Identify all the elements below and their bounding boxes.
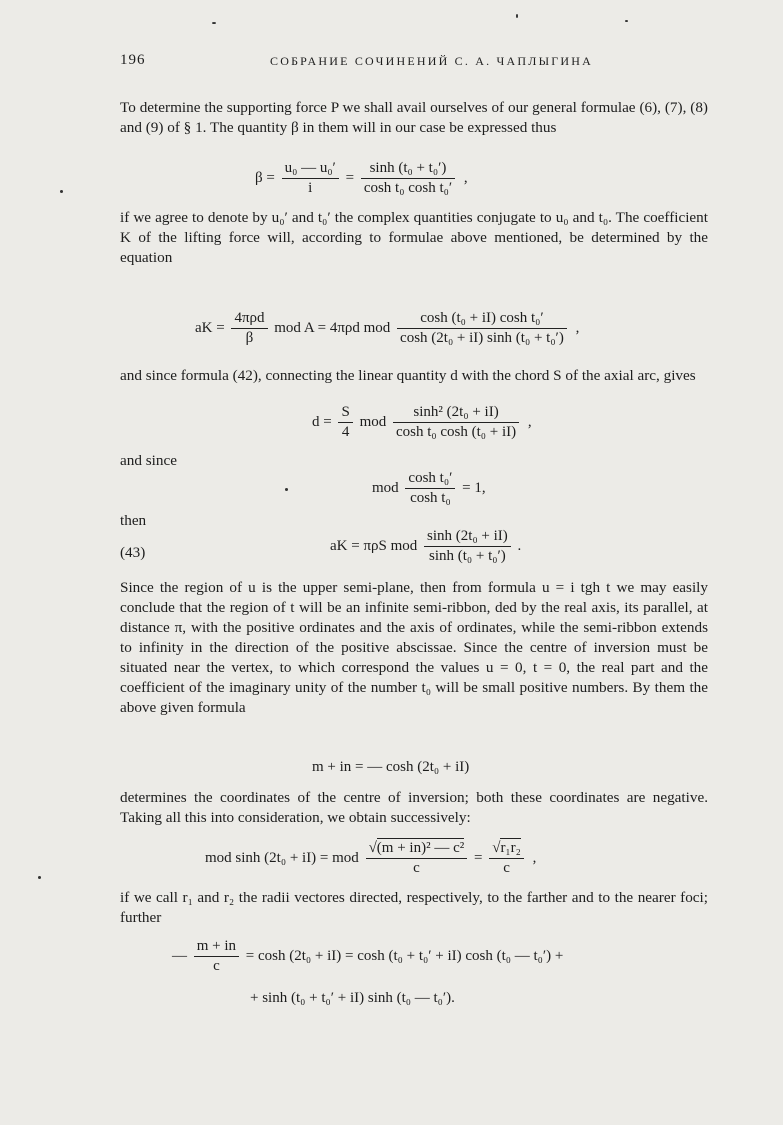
fraction: $\frac{\text{4πρd}}{\beta}$ (231, 310, 267, 347)
equation-mn: m + in = — cosh (2t₀ + iI) (312, 759, 470, 775)
scan-speck (516, 14, 518, 18)
scan-speck (60, 190, 63, 193)
paragraph-6 (120, 888, 708, 928)
page-number: 196 (120, 52, 146, 68)
scan-speck (625, 20, 628, 22)
equation-d: d = $\frac{S}{4}$ mod $\frac{\text{sinh² (2t₀ + iI)}}{\text{cosh t₀ cosh (t₀ + iI)}}$ , (312, 404, 532, 440)
running-head: СОБРАНИЕ СОЧИНЕНИЙ С. А. ЧАПЛЫГИНА (270, 54, 593, 68)
equation-last-line-2: + sinh (t₀ + t₀′ + iI) sinh (t₀ — t₀′). (250, 990, 455, 1006)
fraction: $\frac{\text{sinh (2t₀ + iI)}}{\text{sinh (t₀ + t₀′)}}$ (424, 528, 511, 565)
scan-speck (212, 22, 216, 24)
scan-speck (38, 876, 41, 879)
paragraph-text: if we call r₁ and r₂ the radii vectores directed, respectively, to the farther and to the nearer foci; further (120, 889, 708, 926)
equation-last-line-1: — $\frac{m + in}{c}$ = cosh (2t₀ + iI) = cosh (t₀ + t₀′ + iI) cosh (t₀ — t₀′) + (172, 938, 564, 974)
fraction: $\frac{\text{√r₁r₂}}{c}$ (489, 840, 524, 877)
scan-speck (285, 488, 288, 491)
fraction: $\frac{\text{u₀ — u₀′}}{i}$ (282, 160, 339, 197)
equation-aK: aK = $\frac{\text{4πρd}}{\beta}$ mod A = 4πρd mod $\frac{\text{cosh (t₀ + iI) cosh t₀′}}{\text{cosh (2t₀ + iI) sinh (t₀ + t₀′)}}$ , (195, 310, 580, 346)
fraction: $\frac{\text{sinh (t₀ + t₀′)}}{\text{cosh t₀ cosh t₀′}}$ (361, 160, 455, 197)
paragraph-text: and since formula (42), connecting the linear quantity d with the chord S of the axial arc, gives (120, 367, 696, 384)
equation-number-43: (43) (120, 544, 146, 561)
paragraph-1 (120, 98, 708, 138)
fraction: $\frac{S}{4}$ (338, 404, 352, 441)
fraction: $\frac{\text{sinh² (2t₀ + iI)}}{\text{cosh t₀ cosh (t₀ + iI)}}$ (393, 404, 519, 441)
equation-beta: β = $\frac{\text{u₀ — u₀′}}{i}$ = $\frac{\text{sinh (t₀ + t₀′)}}{\text{cosh t₀ cosh t₀′}}$ , (255, 160, 468, 196)
equation-43: aK = πρS mod $\frac{\text{sinh (2t₀ + iI)}}{\text{sinh (t₀ + t₀′)}}$ . (330, 528, 522, 564)
equation-mod: mod $\frac{\text{cosh t₀′}}{\text{cosh t₀}}$ = 1, (372, 470, 486, 506)
and-since-label: and since (120, 452, 177, 469)
fraction: $\frac{\text{√(m + in)² — c²}}{c}$ (366, 840, 468, 877)
equation-mod-sinh: mod sinh (2t₀ + iI) = mod $\frac{\text{√(m + in)² — c²}}{c}$ = $\frac{\text{√r₁r₂}}{c}$ , (205, 840, 537, 876)
paragraph-text: if we agree to denote by u₀′ and t₀′ the complex quantities conjugate to u₀ and t₀. The coefficient K of the lifting force will, according to formulae above mentioned, be determined by the equation (120, 209, 708, 266)
paragraph-text: determines the coordinates of the centre of inversion; both these coordinates are negative. Taking all this into consideration, we obtain successively: (120, 789, 708, 826)
fraction: $\frac{m + in}{c}$ (194, 938, 239, 975)
then-label: then (120, 512, 147, 529)
page-header (120, 52, 688, 74)
paragraph-text: To determine the supporting force P we shall avail ourselves of our general formulae (6), (7), (8) and (9) of § 1. The quantity β in them will in our case be expressed thus (120, 99, 708, 136)
fraction: $\frac{\text{cosh t₀′}}{\text{cosh t₀}}$ (405, 470, 455, 507)
paragraph-5 (120, 788, 708, 828)
paragraph-4 (120, 578, 708, 718)
fraction: $\frac{\text{cosh (t₀ + iI) cosh t₀′}}{\text{cosh (2t₀ + iI) sinh (t₀ + t₀′)}}$ (397, 310, 567, 347)
paragraph-2 (120, 208, 708, 268)
paragraph-text: Since the region of u is the upper semi-plane, then from formula u = i tgh t we may easily conclude that the region of t will be an infinite semi-ribbon, ded by the real axis, its parallel, at distance π, with the positive ordinates and the axis of ordinates, while the semi-ribbon extends to infinity in the direction of the positive abscissae. Since the centre of inversion must be situated near the vertex, to which correspond the values u = 0, t = 0, the real part and the coefficient of the imaginary unity of the number t₀ will be small positive numbers. By them the above given formula (120, 579, 708, 716)
paragraph-3 (120, 366, 708, 386)
